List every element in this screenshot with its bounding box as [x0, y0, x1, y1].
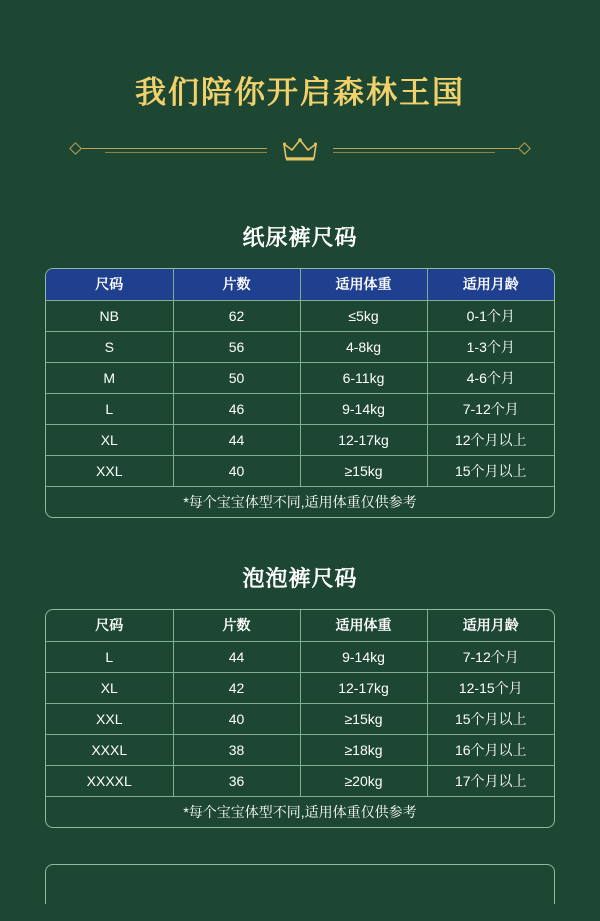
cell-weight: 9-14kg [300, 393, 427, 424]
table-row [46, 703, 554, 734]
table-note: *每个宝宝体型不同,适用体重仅供参考 [183, 493, 417, 510]
cell-weight: ≥15kg [300, 455, 427, 486]
cell-size: L [46, 641, 173, 672]
table-row [46, 300, 554, 331]
cell-age: 17个月以上 [427, 765, 554, 796]
cell-size: XL [46, 424, 173, 455]
table-row [46, 455, 554, 486]
cell-count: 36 [173, 765, 300, 796]
table-row [46, 331, 554, 362]
cell-size: S [46, 331, 173, 362]
section-title-pullup: 泡泡裤尺码 [242, 566, 358, 592]
cell-age: 0-1个月 [427, 300, 554, 331]
cell-size: XXXL [46, 734, 173, 765]
cell-weight: ≥15kg [300, 703, 427, 734]
cell-age: 1-3个月 [427, 331, 554, 362]
table-row [46, 362, 554, 393]
page-title: 我们陪你开启森林王国 [135, 75, 465, 110]
cell-weight: ≤5kg [300, 300, 427, 331]
cell-size: XL [46, 672, 173, 703]
cell-weight: 12-17kg [300, 424, 427, 455]
column-header-age: 适用月龄 [427, 269, 554, 300]
cell-count: 46 [173, 393, 300, 424]
table-row [46, 734, 554, 765]
cell-age: 15个月以上 [427, 703, 554, 734]
cell-size: XXXXL [46, 765, 173, 796]
cell-age: 15个月以上 [427, 455, 554, 486]
size-table-card-diaper [45, 268, 555, 518]
next-section-card-top [45, 864, 555, 904]
table-row [46, 424, 554, 455]
size-table-card-pullup [45, 609, 555, 828]
table-row [46, 393, 554, 424]
column-header-age: 适用月龄 [427, 610, 554, 641]
table-note: *每个宝宝体型不同,适用体重仅供参考 [183, 803, 417, 820]
cell-age: 4-6个月 [427, 362, 554, 393]
column-header-size: 尺码 [46, 269, 173, 300]
cell-age: 12-15个月 [427, 672, 554, 703]
cell-age: 7-12个月 [427, 393, 554, 424]
column-header-weight: 适用体重 [300, 610, 427, 641]
section-title-diaper: 纸尿裤尺码 [242, 225, 358, 251]
cell-size: L [46, 393, 173, 424]
cell-weight: ≥20kg [300, 765, 427, 796]
column-header-size: 尺码 [46, 610, 173, 641]
column-header-count: 片数 [173, 610, 300, 641]
cell-size: XXL [46, 455, 173, 486]
cell-weight: 6-11kg [300, 362, 427, 393]
size-table-pullup [46, 610, 554, 827]
cell-age: 7-12个月 [427, 641, 554, 672]
cell-count: 40 [173, 455, 300, 486]
cell-count: 44 [173, 424, 300, 455]
divider-cap-right-icon [518, 142, 531, 155]
cell-weight: 4-8kg [300, 331, 427, 362]
column-header-count: 片数 [173, 269, 300, 300]
cell-weight: ≥18kg [300, 734, 427, 765]
column-header-weight: 适用体重 [300, 269, 427, 300]
cell-size: NB [46, 300, 173, 331]
cell-size: XXL [46, 703, 173, 734]
table-note-row [46, 796, 554, 827]
cell-count: 44 [173, 641, 300, 672]
cell-count: 50 [173, 362, 300, 393]
cell-weight: 12-17kg [300, 672, 427, 703]
cell-age: 16个月以上 [427, 734, 554, 765]
table-row [46, 641, 554, 672]
table-note-row [46, 486, 554, 517]
cell-age: 12个月以上 [427, 424, 554, 455]
cell-count: 56 [173, 331, 300, 362]
table-row [46, 672, 554, 703]
crown-icon [267, 133, 333, 167]
cell-count: 62 [173, 300, 300, 331]
size-table-diaper [46, 269, 554, 517]
divider-cap-left-icon [69, 142, 82, 155]
cell-weight: 9-14kg [300, 641, 427, 672]
cell-count: 40 [173, 703, 300, 734]
cell-count: 42 [173, 672, 300, 703]
ornamental-divider [75, 133, 525, 167]
table-header-row [46, 610, 554, 641]
cell-count: 38 [173, 734, 300, 765]
table-row [46, 765, 554, 796]
cell-size: M [46, 362, 173, 393]
table-header-row [46, 269, 554, 300]
